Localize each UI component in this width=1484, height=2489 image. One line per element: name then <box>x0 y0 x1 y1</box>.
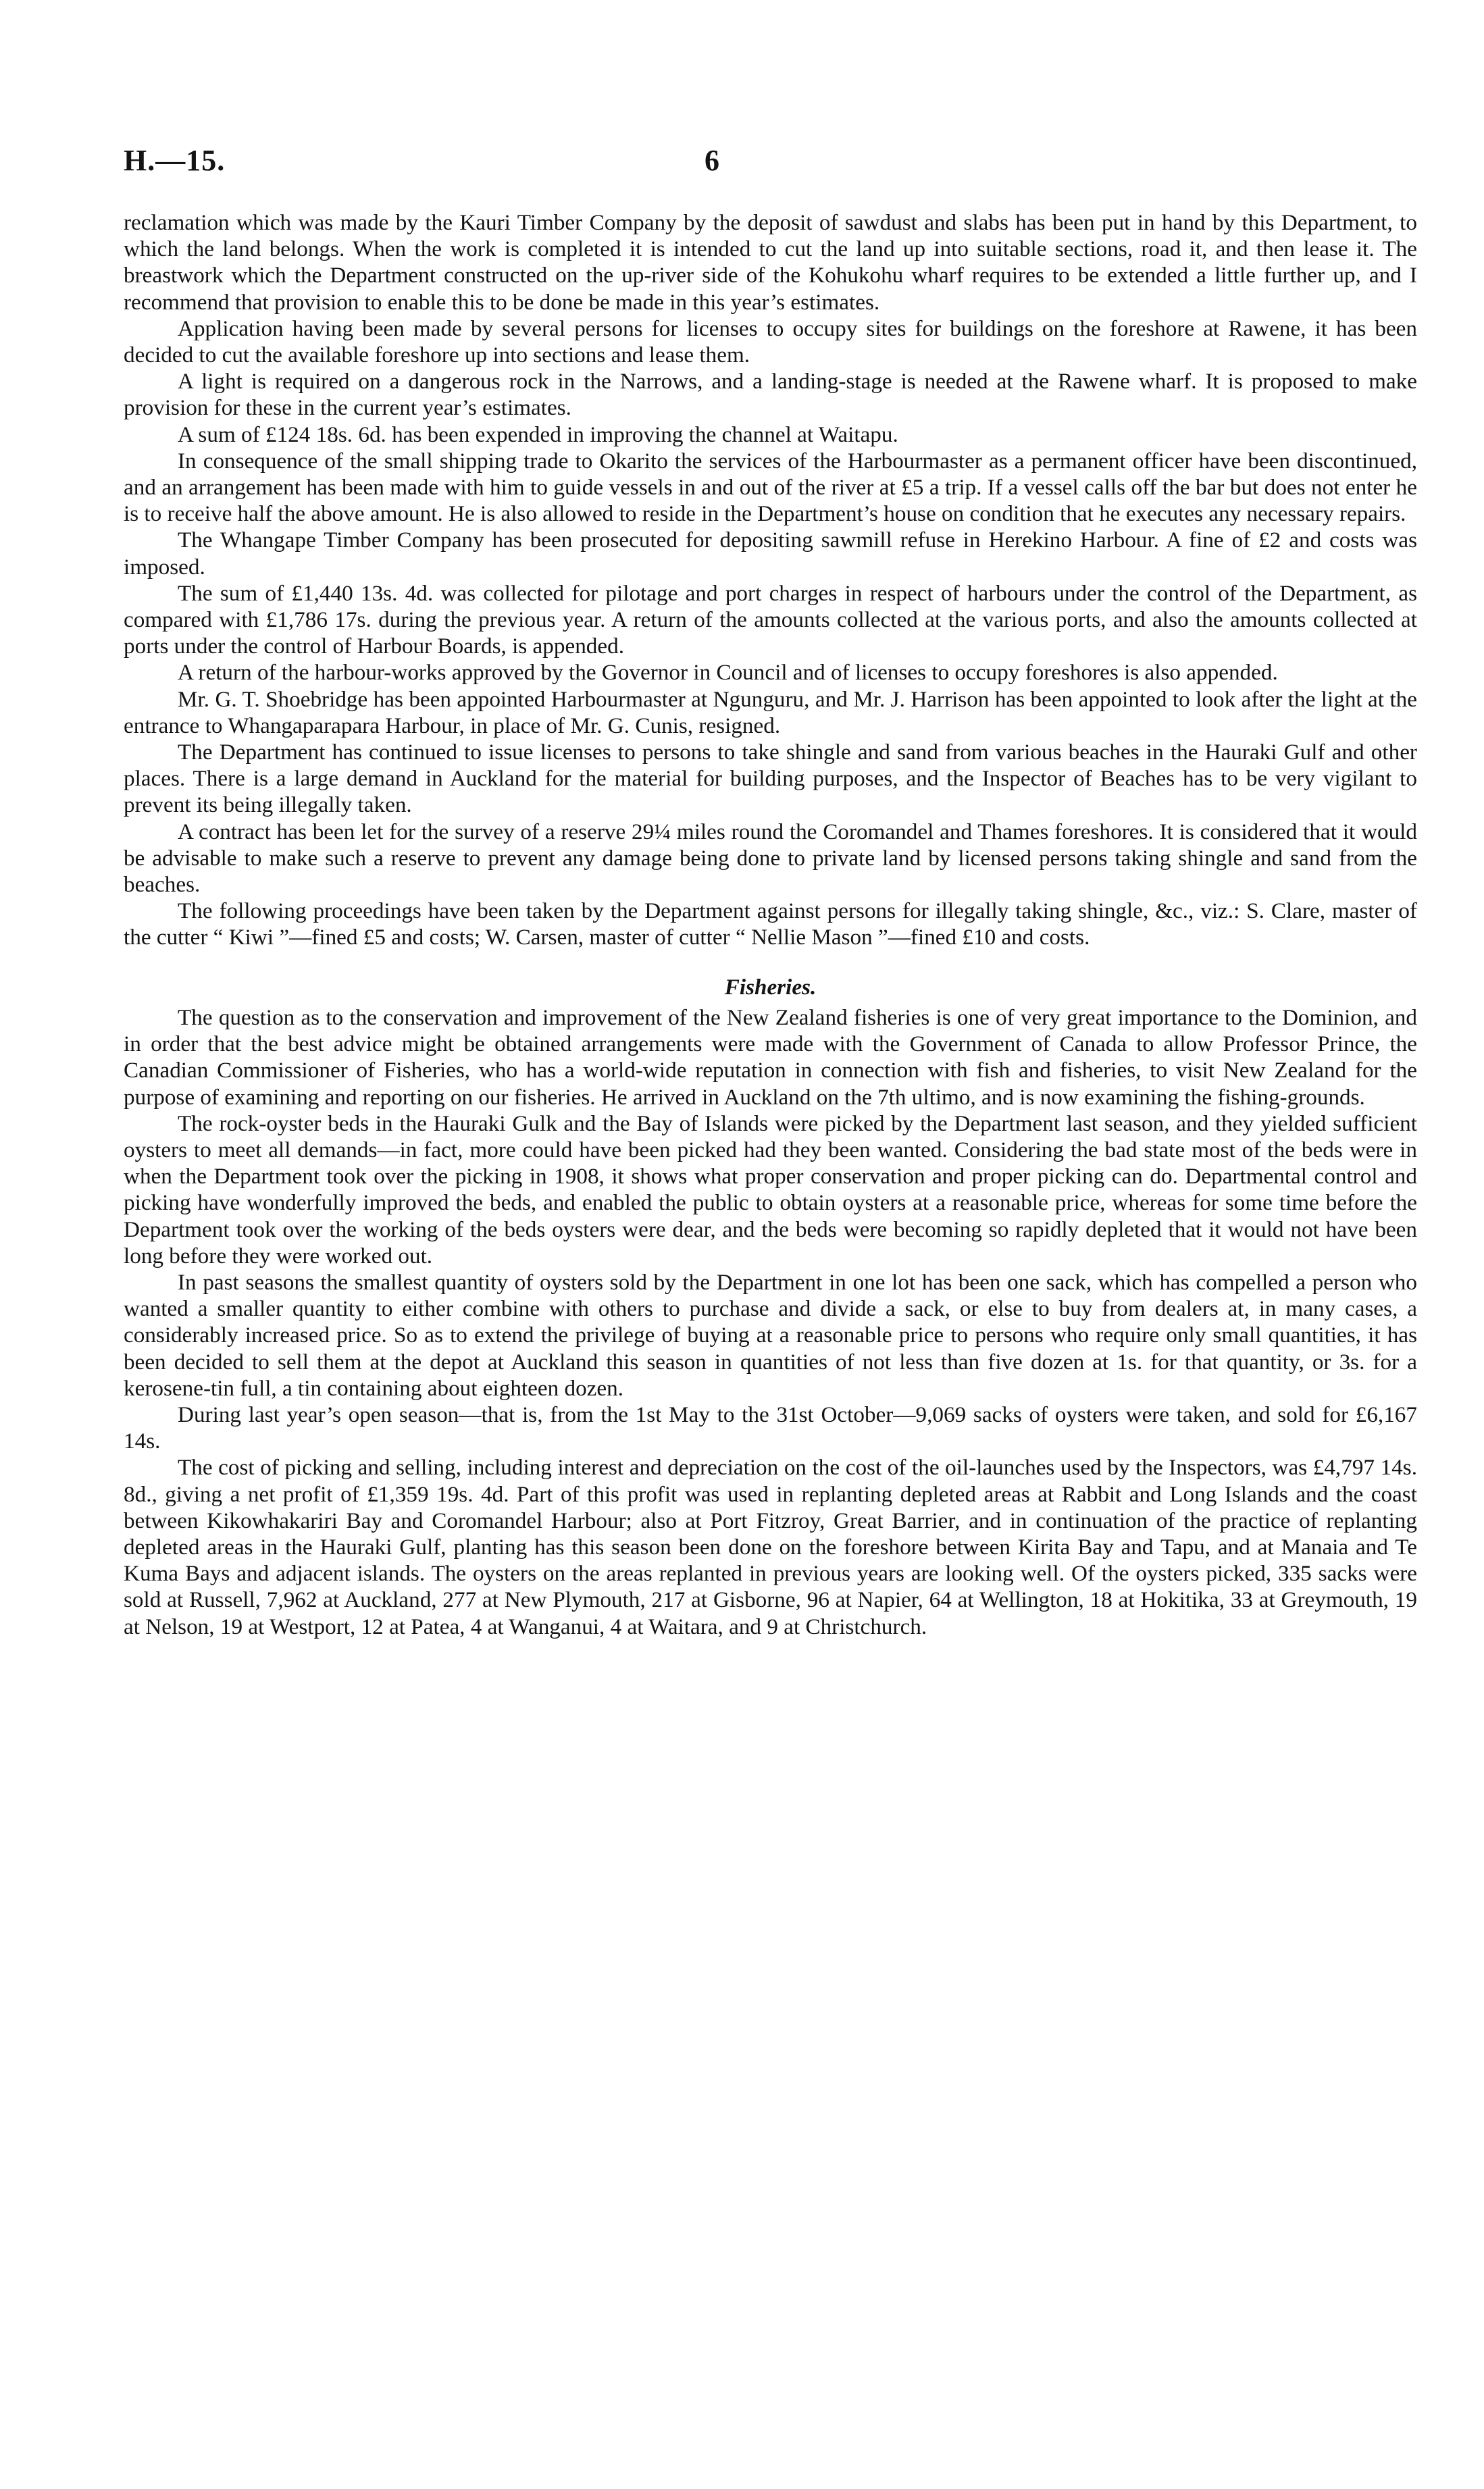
paragraph: The Whangape Timber Company has been prosecuted for depositing sawmill refuse in Herekino Harbour. A fine of £2 and costs was imposed. <box>124 528 1417 580</box>
paragraph: reclamation which was made by the Kauri Timber Company by the deposit of sawdust and slabs has been put in hand by this Department, to which the land belongs. When the work is completed it is intended to cut the land up into suitable sections, road it, and then lease it. The breastwork which the Department constructed on the up-river side of the Kohukohu wharf requires to be extended a little further up, and I recommend that provision to enable this to be done be made in this year’s estimates. <box>124 210 1417 315</box>
paragraph: A contract has been let for the survey of a reserve 29¼ miles round the Coromandel and Thames foreshores. It is considered that it would be advisable to make such a reserve to prevent any damage being done to private land by licensed persons taking shingle and sand from the beaches. <box>124 819 1417 898</box>
paragraph: The following proceedings have been taken by the Department against persons for illegally taking shingle, &c., viz.: S. Clare, master of the cutter “ Kiwi ”—fined £5 and costs; W. Carsen, master of cutter “ Nellie Mason ”—fined £10 and costs. <box>124 898 1417 950</box>
paragraph: Mr. G. T. Shoebridge has been appointed Harbourmaster at Ngunguru, and Mr. J. Harrison has been appointed to look after the light at the entrance to Whangaparapara Harbour, in place of Mr. G. Cunis, resigned. <box>124 686 1417 738</box>
document-reference: H.—15. <box>124 144 226 177</box>
paragraph: Application having been made by several persons for licenses to occupy sites for buildings on the foreshore at Rawene, it has been decided to cut the available foreshore up into sections and lease them. <box>124 315 1417 368</box>
page-header <box>124 143 1417 184</box>
page-number: 6 <box>705 144 719 177</box>
paragraph: A light is required on a dangerous rock in the Narrows, and a landing-stage is needed at the Rawene wharf. It is proposed to make provision for these in the current year’s estimates. <box>124 369 1417 421</box>
paragraph: The Department has continued to issue licenses to persons to take shingle and sand from various beaches in the Hauraki Gulf and other places. There is a large demand in Auckland for the material for building purposes, and the Inspector of Beaches has to be very vigilant to prevent its being illegally taken. <box>124 740 1417 818</box>
paragraph: A return of the harbour-works approved by the Governor in Council and of licenses to occupy foreshores is also appended. <box>178 660 1278 686</box>
body-text <box>124 209 1417 1640</box>
section-heading-fisheries: Fisheries. <box>724 974 817 1000</box>
paragraph: In consequence of the small shipping trade to Okarito the services of the Harbourmaster as a permanent officer have been discontinued, and an arrangement has been made with him to guide vessels in and out of the river at £5 a trip. If a vessel calls off the bar but does not enter he is to receive half the above amount. He is also allowed to reside in the Department’s house on condition that he executes any necessary repairs. <box>124 448 1417 527</box>
paragraph: A sum of £124 18s. 6d. has been expended in improving the channel at Waitapu. <box>178 421 898 447</box>
paragraph: In past seasons the smallest quantity of oysters sold by the Department in one lot has been one sack, which has compelled a person who wanted a smaller quantity to either combine with others to purchase and divide a sack, or else to buy from dealers at, in many cases, a considerably increased price. So as to extend the privilege of buying at a reasonable price to persons who require only small quantities, it has been decided to sell them at the depot at Auckland this season in quantities of not less than five dozen at 1s. for that quantity, or 3s. for a kerosene-tin full, a tin containing about eighteen dozen. <box>124 1269 1417 1401</box>
paragraph: The sum of £1,440 13s. 4d. was collected for pilotage and port charges in respect of harbours under the control of the Department, as compared with £1,786 17s. during the previous year. A return of the amounts collected at the various ports, and also the amounts collected at ports under the control of Harbour Boards, is appended. <box>124 580 1417 659</box>
paragraph: During last year’s open season—that is, from the 1st May to the 31st October—9,069 sacks of oysters were taken, and sold for £6,167 14s. <box>124 1402 1417 1454</box>
paragraph: The question as to the conservation and improvement of the New Zealand fisheries is one of very great importance to the Dominion, and in order that the best advice might be obtained arrangements were made with the Government of Canada to allow Professor Prince, the Canadian Commissioner of Fisheries, who has a world-wide reputation in connection with fish and fisheries, to visit New Zealand for the purpose of examining and reporting on our fisheries. He arrived in Auckland on the 7th ultimo, and is now examining the fishing-grounds. <box>124 1004 1417 1110</box>
paragraph: The rock-oyster beds in the Hauraki Gulk and the Bay of Islands were picked by the Department last season, and they yielded sufficient oysters to meet all demands—in fact, more could have been picked had they been wanted. Considering the bad state most of the beds were in when the Department took over the picking in 1908, it shows what proper conservation and proper picking can do. Departmental control and picking have wonderfully improved the beds, and enabled the public to obtain oysters at a reasonable price, whereas for some time before the Department took over the working of the beds oysters were dear, and the beds were becoming so rapidly depleted that it would not have been long before they were worked out. <box>124 1110 1417 1268</box>
paragraph: The cost of picking and selling, including interest and depreciation on the cost of the oil-launches used by the Inspectors, was £4,797 14s. 8d., giving a net profit of £1,359 19s. 4d. Part of this profit was used in replanting depleted areas at Rabbit and Long Islands and the coast between Kikowhakariri Bay and Coromandel Harbour; also at Port Fitzroy, Great Barrier, and in continuation of the practice of replanting depleted areas in the Hauraki Gulf, planting has this season been done on the foreshore between Kirita Bay and Tapu, and at Manaia and Te Kuma Bays and adjacent islands. The oysters on the areas replanted in previous years are looking well. Of the oysters picked, 335 sacks were sold at Russell, 7,962 at Auckland, 277 at New Plymouth, 217 at Gisborne, 96 at Napier, 64 at Wellington, 18 at Hokitika, 33 at Greymouth, 19 at Nelson, 19 at Westport, 12 at Patea, 4 at Wanganui, 4 at Waitara, and 9 at Christchurch. <box>124 1455 1417 1639</box>
